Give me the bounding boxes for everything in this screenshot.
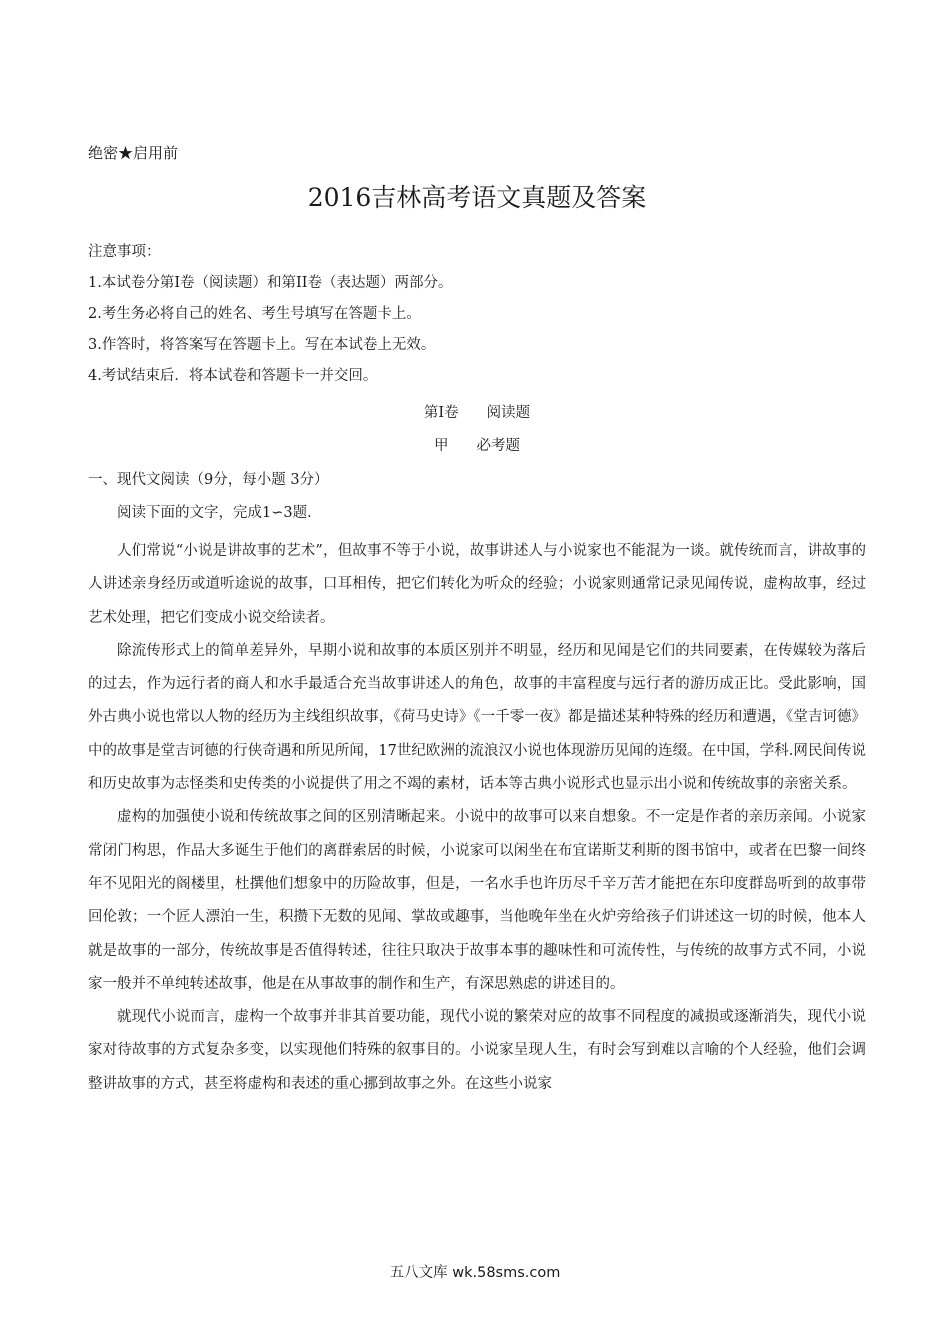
reading-passage (88, 535, 866, 1101)
page-footer: 五八文库 wk.58sms.com (389, 1265, 561, 1281)
passage-paragraph: 除流传形式上的简单差异外，早期小说和故事的本质区别并不明显，经历和见闻是它们的共同要素，在传媒较为落后的过去，作为远行者的商人和水手最适合充当故事讲述人的角色，故事的丰富程度与远行者的游历成正比。受此影响，国外古典小说也常以人物的经历为主线组织故事，《荷马史诗》《一千零一夜》都是描述某种特殊的经历和遭遇，《堂吉诃德》中的故事是堂吉诃德的行侠奇遇和所见所闻，17世纪欧洲的流浪汉小说也体现游历见闻的连缀。在中国，学科.网民间传说和历史故事为志怪类和史传类的小说提供了用之不竭的素材，话本等古典小说形式也显示出小说和传统故事的亲密关系。 (88, 642, 866, 793)
volume-sub-name: 必考题 (476, 438, 520, 454)
page-title: 2016吉林高考语文真题及答案 (307, 183, 647, 212)
volume-part-name: 阅读题 (486, 405, 531, 421)
volume-sub: 甲 (434, 438, 449, 454)
section-heading: 一、现代文阅读（9分，每小题 3分） (88, 472, 329, 488)
volume-part: 第Ⅰ卷 (423, 405, 459, 421)
note-item: 1.本试卷分第Ⅰ卷（阅读题）和第II卷（表达题）两部分。 (88, 275, 453, 291)
note-item: 3.作答时，将答案写在答题卡上。写在本试卷上无效。 (88, 337, 436, 353)
exam-notes (88, 237, 866, 392)
passage-paragraph: 虚构的加强使小说和传统故事之间的区别清晰起来。小说中的故事可以来自想象。不一定是作者的亲历亲闻。小说家常闭门构思，作品大多诞生于他们的离群索居的时候，小说家可以闲坐在布宜诺斯艾利斯的图书馆中，或者在巴黎一间终年不见阳光的阁楼里，杜撰他们想象中的历险故事，但是，一名水手也许历尽千辛万苦才能把在东印度群岛听到的故事带回伦敦；一个匠人漂泊一生，积攒下无数的见闻、掌故或趣事，当他晚年坐在火炉旁给孩子们讲述这一切的时候，他本人就是故事的一部分，传统故事是否值得转述，往往只取决于故事本事的趣味性和可流传性，与传统的故事方式不同，小说家一般并不单纯转述故事，他是在从事故事的制作和生产，有深思熟虑的讲述目的。 (88, 809, 866, 992)
section-instruction: 阅读下面的文字，完成1∽3题． (117, 505, 322, 521)
note-item: 4.考试结束后．将本试卷和答题卡一并交回。 (88, 368, 378, 384)
volume-heading (88, 402, 866, 424)
secret-mark: 绝密★启用前 (88, 144, 179, 162)
note-item: 2.考生务必将自己的姓名、考生号填写在答题卡上。 (88, 306, 421, 322)
notes-heading: 注意事项： (88, 244, 161, 260)
passage-paragraph: 就现代小说而言，虚构一个故事并非其首要功能，现代小说的繁荣对应的故事不同程度的减损或逐渐消失，现代小说家对待故事的方式复杂多变，以实现他们特殊的叙事目的。小说家呈现人生，有时会写到难以言喻的个人经验，他们会调整讲故事的方式，甚至将虚构和表述的重心挪到故事之外。在这些小说家 (88, 1009, 866, 1092)
volume-subheading (88, 435, 866, 457)
passage-paragraph: 人们常说“小说是讲故事的艺术”，但故事不等于小说，故事讲述人与小说家也不能混为一谈。就传统而言，讲故事的人讲述亲身经历或道听途说的故事，口耳相传，把它们转化为听众的经验；小说家则通常记录见闻传说，虚构故事，经过艺术处理，把它们变成小说交给读者。 (88, 543, 866, 626)
